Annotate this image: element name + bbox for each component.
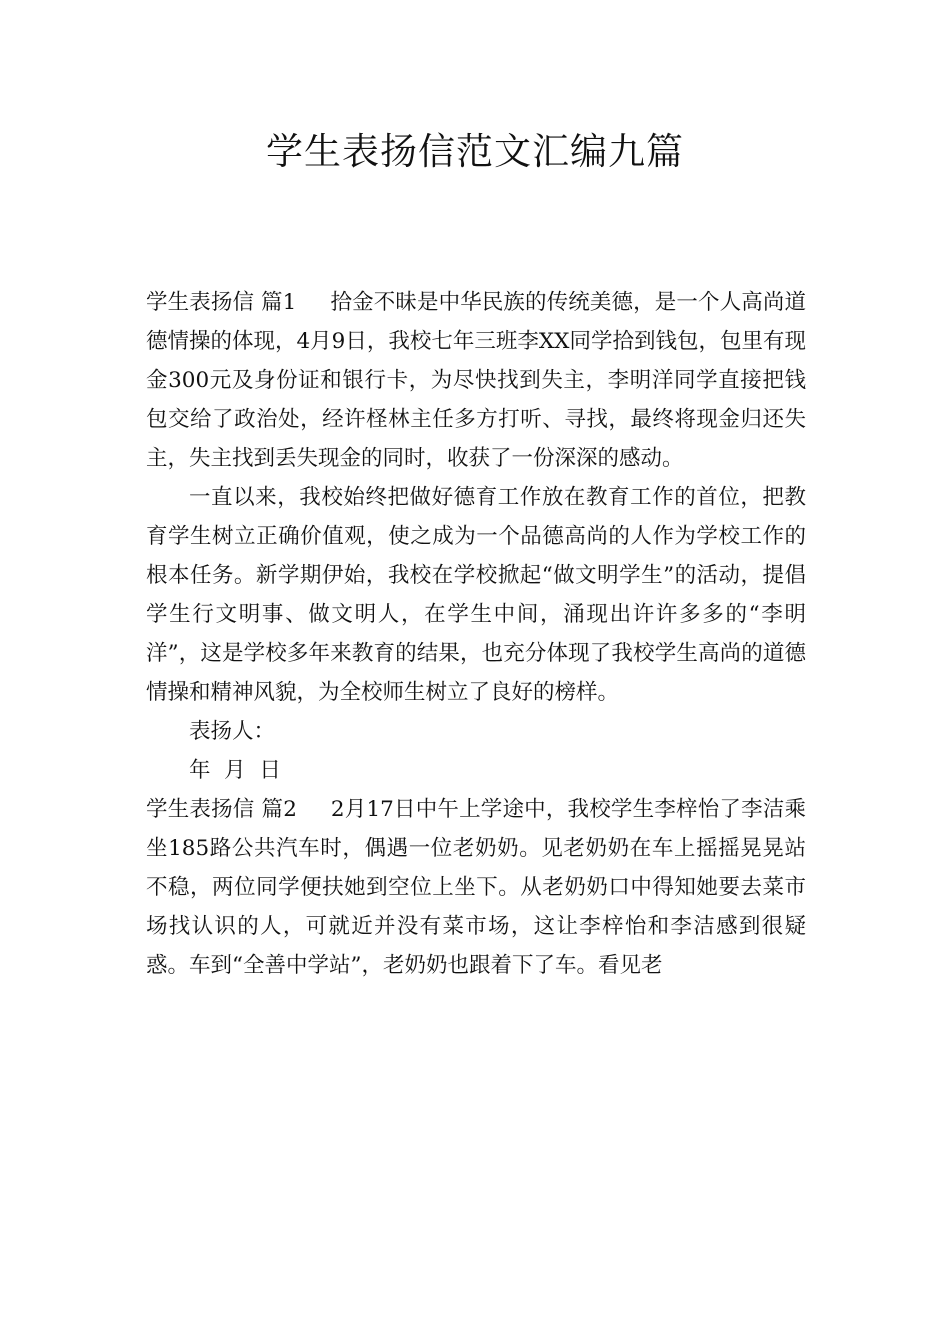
article-2-paragraph-1: 2月17日中午上学途中，我校学生李梓怡了李洁乘坐185路公共汽车时，偶遇一位老奶奶。见老奶奶在车上摇摇晃晃站不稳，两位同学便扶她到空位上坐下。从老奶奶口中得知她要去菜市场找认识的人，可就近并没有菜市场，这让李梓怡和李洁感到很疑惑。车到“全善中学站”，老奶奶也跟着下了车。看见老 bbox=[146, 797, 806, 978]
article-1-label: 学生表扬信 篇1 bbox=[146, 290, 297, 315]
article-1-paragraph-2: 一直以来，我校始终把做好德育工作放在教育工作的首位，把教育学生树立正确价值观，使之成为一个品德高尚的人作为学校工作的根本任务。新学期伊始，我校在学校掀起“做文明学生”的活动，提倡学生行文明事、做文明人，在学生中间，涌现出许许多多的“李明洋”，这是学校多年来教育的结果，也充分体现了我校学生高尚的道德情操和精神风貌，为全校师生树立了良好的榜样。 bbox=[146, 485, 806, 705]
article-2-first-paragraph bbox=[146, 790, 806, 985]
document-title: 学生表扬信范文汇编九篇 bbox=[266, 130, 684, 173]
article-2-label: 学生表扬信 篇2 bbox=[146, 797, 297, 822]
article-1-praiser: 表扬人： bbox=[189, 719, 276, 744]
article-1-first-paragraph bbox=[146, 283, 806, 478]
article-1-date: 年 月 日 bbox=[189, 758, 281, 783]
document-body bbox=[146, 283, 806, 985]
article-1-paragraph-1: 拾金不昧是中华民族的传统美德，是一个人高尚道德情操的体现，4月9日，我校七年三班李XX同学拾到钱包，包里有现金300元及身份证和银行卡，为尽快找到失主，李明洋同学直接把钱包交给了政治处，经许柽林主任多方打听、寻找，最终将现金归还失主，失主找到丢失现金的同时，收获了一份深深的感动。 bbox=[146, 290, 806, 471]
